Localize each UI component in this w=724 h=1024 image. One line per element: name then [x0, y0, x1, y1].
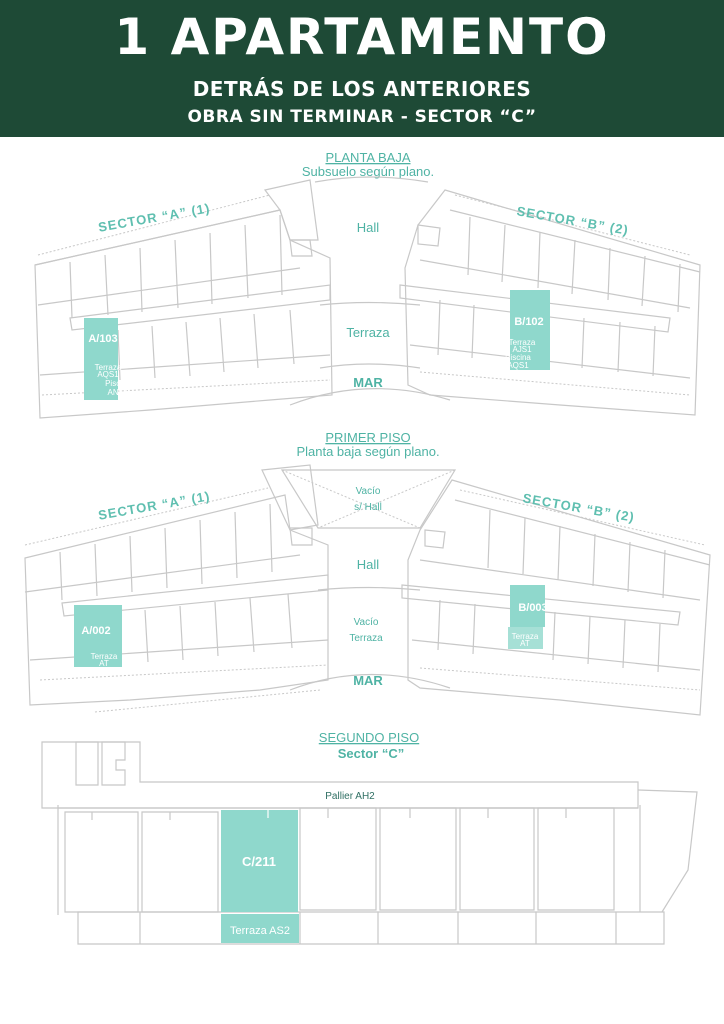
primer-piso-plan — [25, 430, 710, 715]
primer-piso-left-wing — [25, 465, 328, 712]
planta-baja-terraza: Terraza — [346, 325, 390, 340]
unit-c211-label: C/211 — [242, 854, 276, 869]
page-title: 1 APARTAMENTO — [114, 8, 610, 66]
unit-b003-terraza-code: AT — [520, 639, 530, 648]
unit-a002-terraza: Terraza — [90, 652, 118, 661]
primer-piso-vacio-terraza-2: Terraza — [349, 633, 383, 644]
unit-a002-terraza-code: AT — [99, 659, 109, 668]
primer-piso-vacio-hall-2: s/ Hall — [354, 502, 382, 513]
planta-baja-plan — [35, 150, 700, 418]
primer-piso-sector-b: SECTOR “B” (2) — [521, 490, 636, 525]
segundo-piso-title: SEGUNDO PISO — [318, 730, 420, 745]
unit-b102-label: B/102 — [514, 316, 544, 328]
unit-b003-label: B/003 — [518, 602, 548, 614]
unit-a103-terraza-code: AQS1 — [97, 370, 119, 379]
unit-a103-piscina-code: ANS1 — [107, 388, 129, 397]
primer-piso-center — [282, 470, 455, 690]
header-subtitle-2: OBRA SIN TERMINAR - SECTOR “C” — [187, 107, 537, 127]
unit-a002-label: A/002 — [81, 625, 111, 637]
primer-piso-hall: Hall — [356, 557, 380, 572]
unit-b102-terraza-code: AJS1 — [512, 345, 532, 354]
unit-a103-label: A/103 — [88, 333, 118, 345]
planta-baja-hall: Hall — [356, 220, 380, 235]
header-subtitle-1: DETRÁS DE LOS ANTERIORES — [192, 77, 532, 101]
planta-baja-sector-b: SECTOR “B” (2) — [515, 203, 630, 238]
primer-piso-right-wing — [402, 480, 710, 715]
planta-baja-title: PLANTA BAJA — [325, 150, 411, 165]
primer-piso-sector-a: SECTOR “A” (1) — [97, 488, 212, 523]
primer-piso-vacio-hall: Vacío — [355, 486, 381, 497]
unit-b003-terraza: Terraza — [511, 632, 539, 641]
primer-piso-vacio-terraza: Vacío — [353, 617, 379, 628]
primer-piso-mar: MAR — [353, 673, 383, 688]
unit-c211-terraza: Terraza AS2 — [230, 925, 290, 937]
segundo-piso-subtitle: Sector “C” — [337, 746, 405, 761]
primer-piso-subtitle: Planta baja según plano. — [296, 444, 440, 459]
planta-baja-subtitle: Subsuelo según plano. — [301, 164, 435, 179]
unit-a103-terraza: Terraza — [94, 363, 122, 372]
floor-plans — [0, 137, 724, 1024]
pallier-label: Pallier AH2 — [325, 791, 375, 802]
unit-b102-piscina: Piscina — [505, 353, 531, 362]
header-banner — [0, 0, 724, 137]
unit-b102-terraza: Terraza — [508, 338, 536, 347]
segundo-piso-plan — [42, 730, 697, 944]
planta-baja-sector-a: SECTOR “A” (1) — [97, 200, 212, 235]
primer-piso-title: PRIMER PISO — [325, 430, 411, 445]
planta-baja-mar: MAR — [353, 375, 383, 390]
unit-a103-piscina: Piscina — [105, 379, 131, 388]
planta-baja-left-wing — [35, 180, 332, 418]
planta-baja-right-wing — [400, 190, 700, 415]
unit-b102-piscina-code: AQS1 — [507, 361, 529, 370]
